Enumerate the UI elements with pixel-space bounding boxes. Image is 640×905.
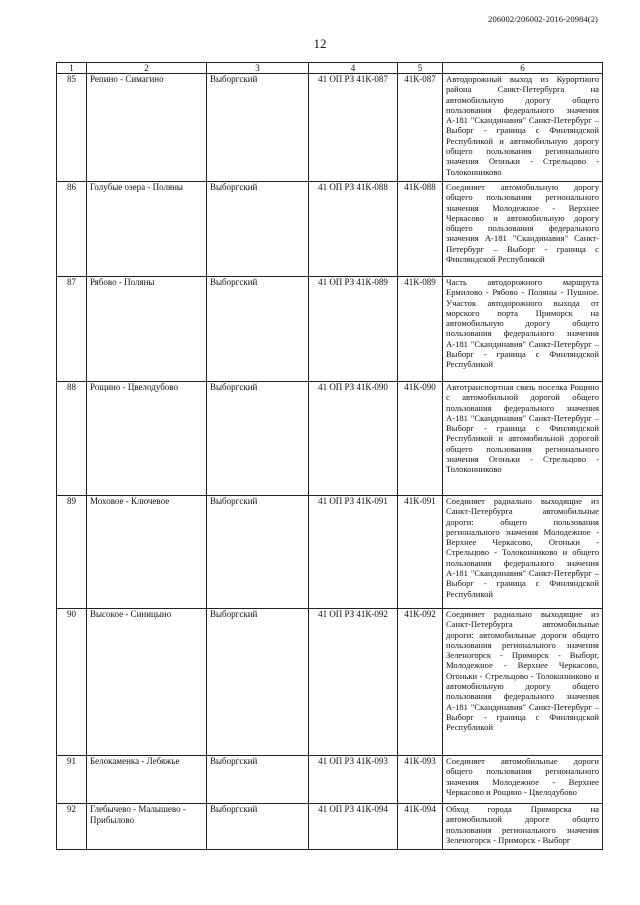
header-row bbox=[57, 63, 603, 74]
row-number: 90 bbox=[57, 609, 87, 756]
district: Выборгский bbox=[207, 277, 309, 382]
row-number: 87 bbox=[57, 277, 87, 382]
col-header-4: 4 bbox=[309, 63, 398, 74]
document-id: 206002/206002-2016-20984(2) bbox=[488, 14, 598, 24]
row-number: 92 bbox=[57, 804, 87, 850]
road-id-short: 41К-094 bbox=[398, 804, 443, 850]
road-name: Моховое - Ключевое bbox=[87, 496, 207, 609]
col-header-3: 3 bbox=[207, 63, 309, 74]
road-id-short: 41К-090 bbox=[398, 382, 443, 496]
road-id-full: 41 ОП РЗ 41К-090 bbox=[309, 382, 398, 496]
road-description: Соединяет автомобильную дорогу общего пользования регионального значения Молодежное - Верхнее Черкасово и автомобильную дорогу общего пользования федерального значения А-181 "Скандинавия" Санкт-Петербург – Выборг - граница с Финляндской Республикой bbox=[443, 182, 603, 277]
road-name: Высокое - Синицыно bbox=[87, 609, 207, 756]
road-name: Рябово - Поляны bbox=[87, 277, 207, 382]
table-row bbox=[57, 382, 603, 496]
row-number: 91 bbox=[57, 756, 87, 804]
roads-table bbox=[56, 62, 603, 850]
road-description: Автотранспортная связь поселка Рощино с автомобильной дорогой общего пользования федерального значения А-181 "Скандинавия" Санкт-Петербург – Выборг - граница с Финляндской Республикой и автомобильной дорогой общего пользования регионального значения Огоньки - Стрельцово - Толоконниково bbox=[443, 382, 603, 496]
col-header-5: 5 bbox=[398, 63, 443, 74]
road-description: Соединяет радиально выходящие из Санкт-Петербурга автомобильные дороги: общего пользования регионального значения Молодежное - Верхнее Черкасово, Огоньки - Стрельцово - Толоконниково и общего пользования федерального значения А-181 "Скандинавия" Санкт-Петербург – Выборг - граница с Финляндской Республикой bbox=[443, 496, 603, 609]
district: Выборгский bbox=[207, 804, 309, 850]
table-body bbox=[57, 74, 603, 850]
table-row bbox=[57, 277, 603, 382]
road-description: Автодорожный выход из Курортного района Санкт-Петербурга на автомобильную дорогу общего пользования федерального значения А-181 "Скандинавия" Санкт-Петербург – Выборг - граница с Финляндской Республикой и автомобильную дорогу общего пользования регионального значения Огоньки - Стрельцово - Толоконниково bbox=[443, 74, 603, 182]
road-description: Часть автодорожного маршрута Ермилово - Рябово - Поляны - Пушное. Участок автодорожного выхода от морского порта Приморск на автомобильную дорогу общего пользования федерального значения А-181 "Скандинавия" Санкт-Петербург – Выборг - граница с Финляндской Республикой bbox=[443, 277, 603, 382]
road-description: Соединяет радиально выходящие из Санкт-Петербурга автомобильные дороги: автомобильные дороги общего пользования регионального значения Зеленогорск - Приморск - Выборг, Молодежное - Верхнее Черкасово, Огоньки - Стрельцово - Толоконниково и автомобильную дорогу общего пользования федерального значения А-181 "Скандинавия" Санкт-Петербург – Выборг - граница с Финляндской Республикой bbox=[443, 609, 603, 756]
road-name: Голубые озера - Поляны bbox=[87, 182, 207, 277]
road-id-short: 41К-093 bbox=[398, 756, 443, 804]
road-id-full: 41 ОП РЗ 41К-091 bbox=[309, 496, 398, 609]
district: Выборгский bbox=[207, 74, 309, 182]
table-row bbox=[57, 496, 603, 609]
road-id-short: 41К-092 bbox=[398, 609, 443, 756]
road-id-short: 41К-089 bbox=[398, 277, 443, 382]
district: Выборгский bbox=[207, 756, 309, 804]
col-header-2: 2 bbox=[87, 63, 207, 74]
road-id-full: 41 ОП РЗ 41К-094 bbox=[309, 804, 398, 850]
table-row bbox=[57, 804, 603, 850]
table-row bbox=[57, 74, 603, 182]
road-description: Обход города Приморска на автомобильной дороге общего пользования регионального значения Зеленогорск - Приморск - Выборг bbox=[443, 804, 603, 850]
table-header bbox=[57, 63, 603, 74]
district: Выборгский bbox=[207, 609, 309, 756]
col-header-1: 1 bbox=[57, 63, 87, 74]
row-number: 86 bbox=[57, 182, 87, 277]
road-name: Белокаменка - Лебяжье bbox=[87, 756, 207, 804]
road-description: Соединяет автомобильные дороги общего пользования регионального значения Молодежное - Верхнее Черкасово и Рощино - Цвелодубово bbox=[443, 756, 603, 804]
table-row bbox=[57, 609, 603, 756]
page-number: 12 bbox=[313, 36, 327, 51]
road-id-short: 41К-091 bbox=[398, 496, 443, 609]
road-name: Рощино - Цвелодубово bbox=[87, 382, 207, 496]
road-id-short: 41К-087 bbox=[398, 74, 443, 182]
road-id-full: 41 ОП РЗ 41К-089 bbox=[309, 277, 398, 382]
road-name: Глебычево - Малышево - Прибылово bbox=[87, 804, 207, 850]
table-row bbox=[57, 182, 603, 277]
district: Выборгский bbox=[207, 182, 309, 277]
road-id-short: 41К-088 bbox=[398, 182, 443, 277]
table-row bbox=[57, 756, 603, 804]
district: Выборгский bbox=[207, 496, 309, 609]
col-header-6: 6 bbox=[443, 63, 603, 74]
row-number: 85 bbox=[57, 74, 87, 182]
row-number: 89 bbox=[57, 496, 87, 609]
row-number: 88 bbox=[57, 382, 87, 496]
road-id-full: 41 ОП РЗ 41К-087 bbox=[309, 74, 398, 182]
road-id-full: 41 ОП РЗ 41К-093 bbox=[309, 756, 398, 804]
district: Выборгский bbox=[207, 382, 309, 496]
road-id-full: 41 ОП РЗ 41К-092 bbox=[309, 609, 398, 756]
road-name: Репино - Симагино bbox=[87, 74, 207, 182]
road-id-full: 41 ОП РЗ 41К-088 bbox=[309, 182, 398, 277]
